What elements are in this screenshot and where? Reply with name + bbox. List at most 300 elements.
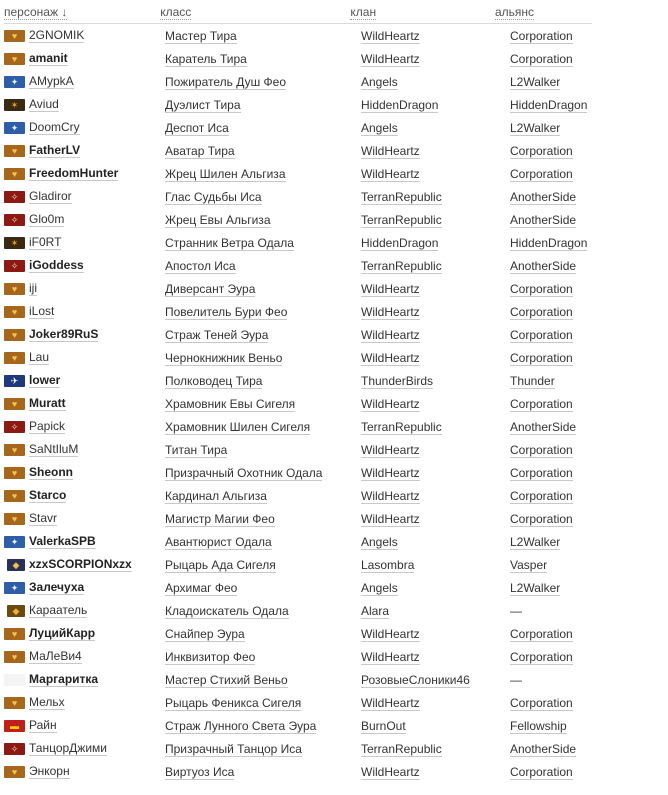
- character-link[interactable]: Papick: [29, 419, 66, 433]
- sort-class-link[interactable]: класс: [160, 5, 192, 19]
- character-link[interactable]: 2GNOMIK: [29, 28, 85, 42]
- character-link[interactable]: Энкорн: [29, 764, 70, 778]
- clan-cell: [361, 259, 510, 273]
- clan-link[interactable]: Angels: [361, 74, 398, 89]
- class-cell: [165, 719, 361, 733]
- character-cell: [4, 166, 165, 181]
- sort-clan-link[interactable]: клан: [350, 5, 377, 19]
- clan-link[interactable]: HiddenDragon: [361, 235, 439, 250]
- alliance-cell: [510, 420, 610, 434]
- alliance-link[interactable]: AnotherSide: [510, 741, 577, 756]
- alliance-cell: [510, 466, 610, 480]
- heart-crest-icon: ♥: [4, 329, 25, 341]
- class-link[interactable]: Архимаг Фео: [165, 580, 238, 595]
- character-link[interactable]: ЛуцийКарр: [29, 626, 96, 640]
- wing-crest-icon: ✧: [4, 260, 25, 272]
- character-link[interactable]: Muratt: [29, 396, 66, 410]
- alliance-link[interactable]: Corporation: [510, 396, 573, 411]
- table-row: [4, 47, 660, 70]
- class-link[interactable]: Храмовник Шилен Сигеля: [165, 419, 311, 434]
- clan-link[interactable]: WildHeartz: [361, 511, 420, 526]
- clan-cell: [361, 351, 510, 365]
- heart-crest-icon: ♥: [4, 145, 25, 157]
- class-link[interactable]: Снайпер Эура: [165, 626, 245, 641]
- class-cell: [165, 673, 361, 687]
- class-link[interactable]: Повелитель Бури Фео: [165, 304, 288, 319]
- character-link[interactable]: iLost: [29, 304, 55, 318]
- clan-link[interactable]: Angels: [361, 120, 398, 135]
- alliance-link[interactable]: Corporation: [510, 51, 573, 66]
- table-row: [4, 530, 660, 553]
- character-link[interactable]: Lau: [29, 350, 50, 364]
- alliance-link[interactable]: Corporation: [510, 764, 573, 779]
- clan-cell: [361, 696, 510, 710]
- alliance-link[interactable]: AnotherSide: [510, 419, 577, 434]
- class-cell: [165, 75, 361, 89]
- character-cell: [4, 189, 165, 204]
- table-row: [4, 622, 660, 645]
- class-link[interactable]: Аватар Тира: [165, 143, 235, 158]
- class-link[interactable]: Диверсант Эура: [165, 281, 256, 296]
- class-cell: [165, 627, 361, 641]
- heart-crest-icon: ♥: [4, 766, 25, 778]
- alliance-link[interactable]: Thunder: [510, 373, 555, 388]
- character-cell: [4, 741, 165, 756]
- clan-cell: [361, 121, 510, 135]
- alliance-cell: [510, 236, 610, 250]
- class-cell: [165, 144, 361, 158]
- heart-crest-icon: ♥: [4, 513, 25, 525]
- character-cell: [4, 235, 165, 250]
- clan-link[interactable]: TerranRepublic: [361, 419, 442, 434]
- alliance-link[interactable]: Corporation: [510, 304, 573, 319]
- column-header-clan[interactable]: [350, 5, 495, 23]
- table-row: [4, 691, 660, 714]
- alliance-cell: [510, 604, 610, 618]
- character-cell: [4, 97, 165, 112]
- alliance-cell: [510, 512, 610, 526]
- character-link[interactable]: Караатель: [29, 603, 88, 617]
- character-cell: [4, 51, 165, 66]
- clan-cell: [361, 29, 510, 43]
- clan-link[interactable]: WildHeartz: [361, 442, 420, 457]
- class-link[interactable]: Страж Лунного Света Эура: [165, 718, 317, 733]
- class-cell: [165, 305, 361, 319]
- table-row: [4, 24, 660, 47]
- clan-cell: [361, 581, 510, 595]
- character-link[interactable]: Aviud: [29, 97, 59, 111]
- class-cell: [165, 489, 361, 503]
- character-link[interactable]: Райн: [29, 718, 57, 732]
- alara-crest-icon: ◆: [7, 605, 25, 617]
- clan-link[interactable]: WildHeartz: [361, 488, 420, 503]
- clan-link[interactable]: TerranRepublic: [361, 741, 442, 756]
- character-link[interactable]: FatherLV: [29, 143, 81, 157]
- clan-cell: [361, 190, 510, 204]
- heart-crest-icon: ♥: [4, 283, 25, 295]
- character-link[interactable]: Sheonn: [29, 465, 73, 479]
- class-cell: [165, 397, 361, 411]
- class-cell: [165, 190, 361, 204]
- character-cell: [4, 695, 165, 710]
- character-link[interactable]: МаЛеВи4: [29, 649, 82, 663]
- class-cell: [165, 213, 361, 227]
- character-cell: [4, 603, 165, 618]
- dragon-crest-icon: ✶: [4, 99, 25, 111]
- table-row: [4, 714, 660, 737]
- alliance-cell: [510, 144, 610, 158]
- lasombra-crest-icon: ◆: [7, 559, 25, 571]
- class-cell: [165, 742, 361, 756]
- character-link[interactable]: ТанцорДжими: [29, 741, 107, 755]
- alliance-link[interactable]: AnotherSide: [510, 189, 577, 204]
- clan-link[interactable]: WildHeartz: [361, 281, 420, 296]
- wing-crest-icon: ✧: [4, 421, 25, 433]
- clan-link[interactable]: WildHeartz: [361, 28, 420, 43]
- dragon-crest-icon: ✶: [4, 237, 25, 249]
- character-link[interactable]: xzxSCORPIONxzx: [29, 557, 132, 571]
- clan-link[interactable]: ThunderBirds: [361, 373, 434, 388]
- clan-link[interactable]: WildHeartz: [361, 166, 420, 181]
- table-row: [4, 461, 660, 484]
- table-row: [4, 668, 660, 691]
- class-link[interactable]: Страж Теней Эура: [165, 327, 269, 342]
- clan-link[interactable]: TerranRepublic: [361, 258, 442, 273]
- class-link[interactable]: Апостол Иса: [165, 258, 236, 273]
- clan-cell: [361, 52, 510, 66]
- class-cell: [165, 236, 361, 250]
- class-link[interactable]: Жрец Шилен Альгиза: [165, 166, 286, 181]
- class-link[interactable]: Пожиратель Душ Фео: [165, 74, 287, 89]
- character-link[interactable]: Мельх: [29, 695, 65, 709]
- character-cell: [4, 212, 165, 227]
- class-link[interactable]: Храмовник Евы Сигеля: [165, 396, 296, 411]
- class-link[interactable]: Каратель Тира: [165, 51, 247, 66]
- character-cell: [4, 534, 165, 549]
- character-link[interactable]: AMypkA: [29, 74, 74, 88]
- alliance-link[interactable]: Corporation: [510, 442, 573, 457]
- class-link[interactable]: Полководец Тира: [165, 373, 263, 388]
- character-link[interactable]: iF0RT: [29, 235, 62, 249]
- table-row: [4, 93, 660, 116]
- clan-link[interactable]: WildHeartz: [361, 51, 420, 66]
- column-header-alliance[interactable]: [495, 5, 592, 23]
- character-cell: [4, 718, 165, 733]
- angel-crest-icon: ✦: [4, 122, 25, 134]
- table-row: [4, 415, 660, 438]
- class-cell: [165, 535, 361, 549]
- class-link[interactable]: Странник Ветра Одала: [165, 235, 294, 250]
- table-row: [4, 507, 660, 530]
- clan-cell: [361, 466, 510, 480]
- table-row: [4, 300, 660, 323]
- class-cell: [165, 512, 361, 526]
- table-row: [4, 346, 660, 369]
- character-link[interactable]: ValerkaSPB: [29, 534, 96, 548]
- clan-link[interactable]: WildHeartz: [361, 649, 420, 664]
- table-row: [4, 116, 660, 139]
- class-link[interactable]: Чернокнижник Веньо: [165, 350, 283, 365]
- clan-cell: [361, 443, 510, 457]
- clan-link[interactable]: WildHeartz: [361, 695, 420, 710]
- alliance-link[interactable]: AnotherSide: [510, 212, 577, 227]
- character-cell: [4, 488, 165, 503]
- alliance-link[interactable]: Corporation: [510, 281, 573, 296]
- class-link[interactable]: Деспот Иса: [165, 120, 229, 135]
- alliance-link[interactable]: Corporation: [510, 465, 573, 480]
- alliance-cell: [510, 719, 610, 733]
- alliance-cell: [510, 627, 610, 641]
- alliance-link[interactable]: Corporation: [510, 695, 573, 710]
- clan-link[interactable]: HiddenDragon: [361, 97, 439, 112]
- alliance-cell: [510, 29, 610, 43]
- character-link[interactable]: Залечуха: [29, 580, 85, 594]
- class-link[interactable]: Виртуоз Иса: [165, 764, 235, 779]
- character-cell: [4, 465, 165, 480]
- clan-cell: [361, 75, 510, 89]
- alliance-cell: [510, 673, 610, 687]
- character-link[interactable]: SaNtIluM: [29, 442, 79, 456]
- alliance-cell: [510, 52, 610, 66]
- alliance-cell: [510, 259, 610, 273]
- alliance-link: —: [510, 603, 522, 618]
- class-link[interactable]: Мастер Стихий Веньо: [165, 672, 288, 687]
- angel-crest-icon: ✦: [4, 76, 25, 88]
- table-row: [4, 760, 660, 783]
- heart-crest-icon: ♥: [4, 490, 25, 502]
- table-row: [4, 599, 660, 622]
- clan-link[interactable]: Lasombra: [361, 557, 415, 572]
- character-link[interactable]: DoomCry: [29, 120, 80, 134]
- alliance-cell: [510, 535, 610, 549]
- table-row: [4, 576, 660, 599]
- clan-cell: [361, 213, 510, 227]
- clan-cell: [361, 328, 510, 342]
- character-cell: [4, 281, 165, 296]
- class-link[interactable]: Дуэлист Тира: [165, 97, 241, 112]
- class-cell: [165, 259, 361, 273]
- alliance-link[interactable]: Vasper: [510, 557, 548, 572]
- clan-cell: [361, 420, 510, 434]
- wing-crest-icon: ✧: [4, 743, 25, 755]
- character-link[interactable]: iji: [29, 281, 37, 295]
- character-link[interactable]: Starco: [29, 488, 67, 502]
- class-link[interactable]: Авантюрист Одала: [165, 534, 272, 549]
- character-cell: [4, 580, 165, 595]
- character-cell: [4, 764, 165, 779]
- sort-character-link[interactable]: персонаж ↓: [4, 5, 68, 19]
- alliance-link[interactable]: Corporation: [510, 327, 573, 342]
- alliance-cell: [510, 167, 610, 181]
- class-cell: [165, 604, 361, 618]
- alliance-cell: [510, 489, 610, 503]
- table-row: [4, 162, 660, 185]
- clan-cell: [361, 98, 510, 112]
- heart-crest-icon: ♥: [4, 398, 25, 410]
- character-link[interactable]: Joker89RuS: [29, 327, 99, 341]
- alliance-cell: [510, 374, 610, 388]
- clan-link[interactable]: BurnOut: [361, 718, 406, 733]
- clan-link[interactable]: WildHeartz: [361, 465, 420, 480]
- alliance-link: —: [510, 672, 522, 687]
- alliance-link[interactable]: Corporation: [510, 28, 573, 43]
- class-link[interactable]: Призрачный Охотник Одала: [165, 465, 323, 480]
- table-row: [4, 277, 660, 300]
- class-cell: [165, 52, 361, 66]
- class-cell: [165, 581, 361, 595]
- alliance-link[interactable]: AnotherSide: [510, 258, 577, 273]
- class-cell: [165, 167, 361, 181]
- class-cell: [165, 420, 361, 434]
- character-link[interactable]: amanit: [29, 51, 68, 65]
- character-link[interactable]: Gladiror: [29, 189, 72, 203]
- alliance-cell: [510, 190, 610, 204]
- character-link[interactable]: Glo0m: [29, 212, 65, 226]
- heart-crest-icon: ♥: [4, 467, 25, 479]
- clan-link[interactable]: WildHeartz: [361, 143, 420, 158]
- alliance-cell: [510, 696, 610, 710]
- heart-crest-icon: ♥: [4, 53, 25, 65]
- class-cell: [165, 466, 361, 480]
- clan-cell: [361, 627, 510, 641]
- alliance-cell: [510, 650, 610, 664]
- character-cell: [4, 373, 165, 388]
- alliance-cell: [510, 397, 610, 411]
- table-body: [0, 24, 660, 783]
- alliance-link[interactable]: Corporation: [510, 511, 573, 526]
- clan-cell: [361, 374, 510, 388]
- table-row: [4, 208, 660, 231]
- clan-cell: [361, 765, 510, 779]
- class-cell: [165, 650, 361, 664]
- table-row: [4, 139, 660, 162]
- clan-cell: [361, 305, 510, 319]
- clan-link[interactable]: WildHeartz: [361, 350, 420, 365]
- character-link[interactable]: Stavr: [29, 511, 58, 525]
- alliance-link[interactable]: HiddenDragon: [510, 97, 588, 112]
- alliance-cell: [510, 558, 610, 572]
- table-row: [4, 254, 660, 277]
- clan-link[interactable]: TerranRepublic: [361, 212, 442, 227]
- clan-link[interactable]: WildHeartz: [361, 304, 420, 319]
- table-row: [4, 70, 660, 93]
- table-row: [4, 369, 660, 392]
- alliance-cell: [510, 328, 610, 342]
- class-link[interactable]: Жрец Евы Альгиза: [165, 212, 271, 227]
- column-header-character[interactable]: [4, 5, 160, 23]
- table-row: [4, 185, 660, 208]
- class-link[interactable]: Титан Тира: [165, 442, 228, 457]
- clan-cell: [361, 489, 510, 503]
- clan-link[interactable]: WildHeartz: [361, 626, 420, 641]
- class-link[interactable]: Рыцарь Феникса Сигеля: [165, 695, 302, 710]
- alliance-cell: [510, 351, 610, 365]
- clan-link[interactable]: Alara: [361, 603, 390, 618]
- class-cell: [165, 29, 361, 43]
- alliance-link[interactable]: Corporation: [510, 166, 573, 181]
- character-cell: [4, 626, 165, 641]
- class-cell: [165, 351, 361, 365]
- character-link[interactable]: FreedomHunter: [29, 166, 119, 180]
- clan-cell: [361, 512, 510, 526]
- class-link[interactable]: Глас Судьбы Иса: [165, 189, 262, 204]
- alliance-link[interactable]: Fellowship: [510, 718, 567, 733]
- table-row: [4, 645, 660, 668]
- clan-cell: [361, 558, 510, 572]
- character-cell: [4, 419, 165, 434]
- alliance-link[interactable]: Corporation: [510, 488, 573, 503]
- class-cell: [165, 121, 361, 135]
- character-link[interactable]: lower: [29, 373, 61, 387]
- alliance-cell: [510, 75, 610, 89]
- heart-crest-icon: ♥: [4, 306, 25, 318]
- character-cell: [4, 304, 165, 319]
- clan-link[interactable]: TerranRepublic: [361, 189, 442, 204]
- alliance-link[interactable]: Corporation: [510, 350, 573, 365]
- character-cell: [4, 258, 165, 273]
- alliance-cell: [510, 282, 610, 296]
- table-row: [4, 392, 660, 415]
- alliance-link[interactable]: Corporation: [510, 143, 573, 158]
- alliance-link[interactable]: L2Walker: [510, 534, 561, 549]
- class-link[interactable]: Призрачный Танцор Иса: [165, 741, 302, 756]
- character-link[interactable]: iGoddess: [29, 258, 84, 272]
- column-header-class[interactable]: [160, 5, 350, 23]
- character-cell: [4, 327, 165, 342]
- clan-link[interactable]: Angels: [361, 534, 398, 549]
- heart-crest-icon: ♥: [4, 628, 25, 640]
- blank-crest-icon: [4, 674, 25, 686]
- sort-alliance-link[interactable]: альянс: [494, 5, 535, 19]
- clan-cell: [361, 282, 510, 296]
- class-link[interactable]: Рыцарь Ада Сигеля: [165, 557, 276, 572]
- clan-link[interactable]: WildHeartz: [361, 396, 420, 411]
- clan-link[interactable]: РозовыеСлоники46: [361, 672, 470, 687]
- class-link[interactable]: Кардинал Альгиза: [165, 488, 267, 503]
- table-row: [4, 737, 660, 760]
- table-row: [4, 553, 660, 576]
- class-cell: [165, 328, 361, 342]
- class-link[interactable]: Инквизитор Фео: [165, 649, 256, 664]
- alliance-link[interactable]: L2Walker: [510, 120, 561, 135]
- alliance-link[interactable]: HiddenDragon: [510, 235, 588, 250]
- character-link[interactable]: Маргаритка: [29, 672, 99, 686]
- table-row: [4, 231, 660, 254]
- alliance-link[interactable]: L2Walker: [510, 74, 561, 89]
- alliance-link[interactable]: Corporation: [510, 626, 573, 641]
- clan-cell: [361, 167, 510, 181]
- class-link[interactable]: Магистр Магии Фео: [165, 511, 275, 526]
- clan-cell: [361, 397, 510, 411]
- bird-crest-icon: ✈: [4, 375, 25, 387]
- clan-cell: [361, 144, 510, 158]
- heart-crest-icon: ♥: [4, 168, 25, 180]
- alliance-cell: [510, 305, 610, 319]
- alliance-cell: [510, 213, 610, 227]
- clan-link[interactable]: WildHeartz: [361, 764, 420, 779]
- alliance-link[interactable]: Corporation: [510, 649, 573, 664]
- character-cell: [4, 74, 165, 89]
- clan-link[interactable]: WildHeartz: [361, 327, 420, 342]
- heart-crest-icon: ♥: [4, 444, 25, 456]
- class-link[interactable]: Мастер Тира: [165, 28, 237, 43]
- heart-crest-icon: ♥: [4, 30, 25, 42]
- class-link[interactable]: Кладоискатель Одала: [165, 603, 289, 618]
- heart-crest-icon: ♥: [4, 697, 25, 709]
- alliance-link[interactable]: L2Walker: [510, 580, 561, 595]
- class-cell: [165, 696, 361, 710]
- clan-link[interactable]: Angels: [361, 580, 398, 595]
